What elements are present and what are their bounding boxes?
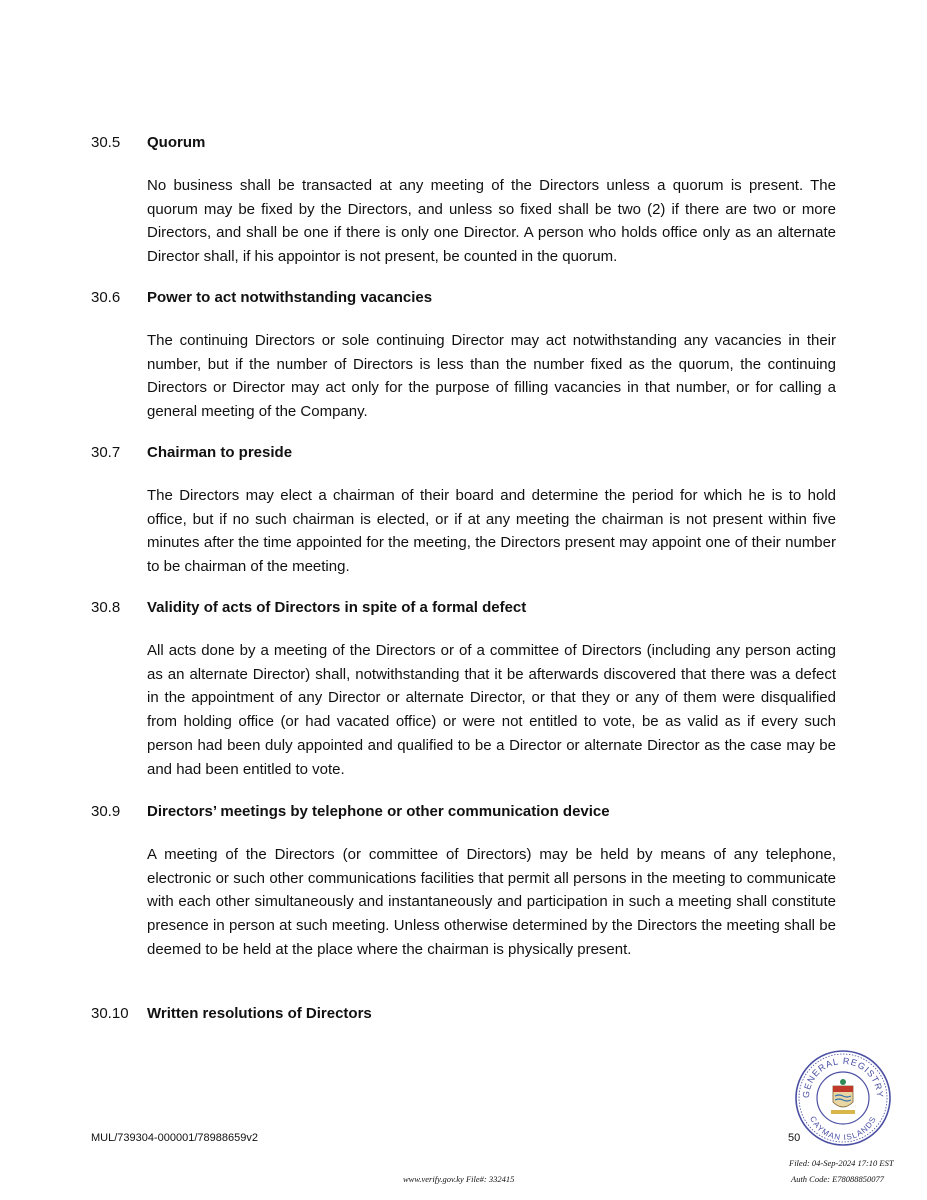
section-30-5 — [91, 133, 836, 269]
section-title: Chairman to preside — [147, 444, 293, 461]
section-30-8 — [91, 598, 836, 781]
section-title: Quorum — [147, 134, 206, 151]
section-body: All acts done by a meeting of the Directors or of a committee of Directors (including any person acting as an alternate Director) shall, notwithstanding that it be afterwards discovered that there was a defect in the appointment of any Director or alternate Director, or that they or any of them were disqualified from holding office (or had vacated office) or were not entitled to vote, be as valid as if every such person had been duly appointed and qualified to be a Director or alternate Director as the case may be and had been entitled to vote. — [147, 642, 836, 778]
section-30-9 — [91, 802, 836, 962]
section-heading — [91, 288, 836, 308]
section-body: The continuing Directors or sole continuing Director may act notwithstanding any vacancies in their number, but if the number of Directors is less than the number fixed as the quorum, the continuing Directors or Director may act only for the purpose of filling vacancies in that number, or for calling a general meeting of the Company. — [147, 332, 836, 421]
page-number: 50 — [788, 1132, 801, 1144]
section-number: 30.8 — [91, 599, 121, 616]
section-number: 30.7 — [91, 444, 121, 461]
document-reference: MUL/739304-000001/78988659v2 — [91, 1132, 258, 1144]
coat-of-arms-icon — [831, 1079, 855, 1114]
section-heading — [91, 133, 836, 153]
section-heading — [91, 443, 836, 463]
filed-stamp-text: Filed: 04-Sep-2024 17:10 EST — [789, 1158, 894, 1168]
seal-bottom-text: CAYMAN ISLANDS — [807, 1114, 879, 1143]
section-number: 30.9 — [91, 803, 121, 820]
section-body: The Directors may elect a chairman of their board and determine the period for which he is to hold office, but if no such chairman is elected, or if at any meeting the chairman is not present within five minutes after the time appointed for the meeting, the Directors present may appoint one of their number to be chairman of the meeting. — [147, 487, 836, 576]
section-body: No business shall be transacted at any meeting of the Directors unless a quorum is present. The quorum may be fixed by the Directors, and unless so fixed shall be two (2) if there are two or more Directors, and shall be one if there is only one Director. A person who holds office only as an alternate Director shall, if his appointor is not present, be counted in the quorum. — [147, 177, 836, 266]
section-title: Written resolutions of Directors — [147, 1005, 372, 1022]
section-number: 30.10 — [91, 1005, 129, 1022]
section-number: 30.5 — [91, 134, 121, 151]
seal-top-text: GENERAL REGISTRY — [800, 1055, 886, 1099]
section-title: Directors’ meetings by telephone or other communication device — [147, 803, 610, 820]
section-30-10 — [91, 1004, 836, 1024]
section-body: A meeting of the Directors (or committee of Directors) may be held by means of any telephone, electronic or such other communications facilities that permit all persons in the meeting to communicate with each other simultaneously and instantaneously and participation in such a meeting shall constitute presence in person at such meeting. Unless otherwise determined by the Directors the meeting shall be deemed to be held at the place where the chairman is physically present. — [147, 846, 836, 958]
section-number: 30.6 — [91, 289, 121, 306]
section-title: Power to act notwithstanding vacancies — [147, 289, 433, 306]
section-heading — [91, 802, 836, 822]
section-heading — [91, 1004, 836, 1024]
auth-code-text: Auth Code: E78088850077 — [791, 1174, 885, 1184]
general-registry-seal-icon — [789, 1046, 897, 1146]
section-30-7 — [91, 443, 836, 579]
section-heading — [91, 598, 836, 618]
verify-url-text: www.verify.gov.ky File#: 332415 — [403, 1174, 515, 1184]
section-title: Validity of acts of Directors in spite of a formal defect — [147, 599, 527, 616]
section-30-6 — [91, 288, 836, 424]
